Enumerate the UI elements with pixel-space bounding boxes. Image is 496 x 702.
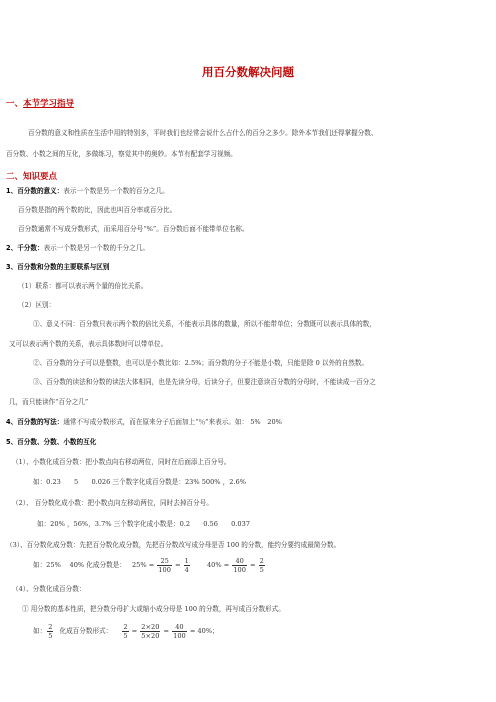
point-term: 千分数： xyxy=(17,244,44,252)
point-term: 百分数的写法： xyxy=(17,418,64,426)
percent-value: 40% xyxy=(206,561,222,569)
point-2-line xyxy=(6,244,149,253)
conversion-1-example: 如：0.23 5 0.026 三个数字化成百分数是：23% 500% ，2.6% xyxy=(33,478,246,486)
example-prefix: 如：25% 40% 化成分数是： xyxy=(33,561,126,569)
conversion-2-example: 如：20% ，56%，3.7% 三个数字化成小数是：0.2 0.56 0.037 xyxy=(37,520,250,528)
point-number: 4、 xyxy=(6,418,18,426)
point-text: 通常不写成分数形式，而在原来分子后面加上“％”来表示。如： 5% 20% xyxy=(63,418,282,426)
point-3-diff-3a: ③、百分数的读法和分数的读法大体相同，也是先读分母，后读分子，但要注意读百分数的分母时，不能读成一百分之 xyxy=(33,378,376,386)
section-heading-knowledge: 二、知识要点 xyxy=(6,172,58,182)
point-1-line xyxy=(6,187,169,196)
point-1-line-2: 百分数是指的两个数的比，因此也叫百分率或百分比。 xyxy=(18,206,177,214)
conversion-1: （1）、小数化成百分数：把小数点向右移动两位，同时在后面添上百分号。 xyxy=(12,458,231,466)
point-5-heading: 5、百分数、分数、小数的互化 xyxy=(6,438,97,446)
point-1-line-3: 百分数通常不写成分数形式，而采用百分号“%”。百分数后面不能带单位名称。 xyxy=(18,225,249,233)
section-label-link[interactable]: 本节学习指导 xyxy=(23,99,75,109)
percent-value: 25% xyxy=(131,561,147,569)
conversion-4-method-1: ① 用分数的基本性质，把分数分母扩大或缩小成分母是 100 的分数，再写成百分数形式。 xyxy=(22,605,285,613)
point-3-diff-3b: 几，而只能读作“百分之几” xyxy=(9,398,89,406)
point-number: 2、 xyxy=(6,244,18,252)
point-3-sub-2: （2）区别： xyxy=(18,301,56,309)
percent-result: 40%； xyxy=(197,627,219,635)
point-3-heading: 3、百分数和分数的主要联系与区别 xyxy=(6,263,110,271)
point-text: 表示一个数是另一个数的百分之几。 xyxy=(63,187,169,195)
point-text: 表示一个数是另一个数的千分之几。 xyxy=(43,244,150,252)
conversion-3-example: 如：25% 40% 化成分数是： 25% = $\frac{25}{100}$ = $\frac{1}{4}$ 40% = $\frac{40}{100}$ = $\frac{2}{5}$ xyxy=(33,556,264,574)
fraction: $\frac{40}{100}$ xyxy=(173,622,186,640)
fraction: $\frac{2}{5}$ xyxy=(259,556,264,574)
fraction: $\frac{1}{4}$ xyxy=(184,556,189,574)
conversion-3: （3）、百分数化成分数：先把百分数化成分数，先把百分数改写成分母是否 100 的分数，能约分要约成最简分数。 xyxy=(6,541,341,549)
guide-paragraph-line-2: 百分数、小数之间的互化，多做练习，察觉其中的奥妙。本节有配套学习视频。 xyxy=(6,150,237,158)
section-number: 一、 xyxy=(6,99,24,109)
fraction: $\frac{40}{100}$ xyxy=(233,556,246,574)
fraction: $\frac{25}{100}$ xyxy=(158,556,171,574)
fraction: $\frac{2}{5}$ xyxy=(48,622,53,640)
page-title: 用百分数解决问题 xyxy=(202,65,294,79)
fraction: $\frac{2\times 20}{5\times 20}$ xyxy=(141,622,160,640)
guide-paragraph-line-1: 百分数的意义和性质在生活中用的特别多，平时我们也经常会说什么占什么的百分之多少。除外本节我们还得掌握分数、 xyxy=(28,129,378,137)
section-heading-guide xyxy=(6,97,74,109)
example-mid: 化成百分数形式： xyxy=(59,627,113,635)
point-3-diff-2: ②、百分数的分子可以是整数，也可以是小数比如：2.5%；而分数的分子不能是小数，只能是除 0 以外的自然数。 xyxy=(33,359,369,367)
fraction: $\frac{2}{5}$ xyxy=(123,622,128,640)
point-term: 百分数的意义： xyxy=(17,187,64,195)
point-3-diff-1b: 又可以表示两个数的关系，表示具体数时可以带单位。 xyxy=(9,340,168,348)
point-4-line xyxy=(6,418,282,427)
point-3-diff-1a: ①、意义不同：百分数只表示两个数的倍比关系，不能表示具体的数量，所以不能带单位；分数既可以表示具体的数， xyxy=(33,320,376,328)
conversion-2: （2）、 百分数化成小数：把小数点向左移动两位，同时去掉百分号。 xyxy=(12,499,213,507)
point-number: 1、 xyxy=(6,187,18,195)
point-3-sub-1: （1）联系：都可以表示两个量的倍比关系。 xyxy=(18,282,148,290)
example-prefix: 如： xyxy=(33,627,47,635)
conversion-4-example: 如： $\frac{2}{5}$ 化成百分数形式： $\frac{2}{5}$ = $\frac{2\times 20}{5\times 20}$ = $\frac{40}{100}$ = 40%； xyxy=(33,622,219,640)
conversion-4: （4）、分数化成百分数： xyxy=(12,585,86,593)
